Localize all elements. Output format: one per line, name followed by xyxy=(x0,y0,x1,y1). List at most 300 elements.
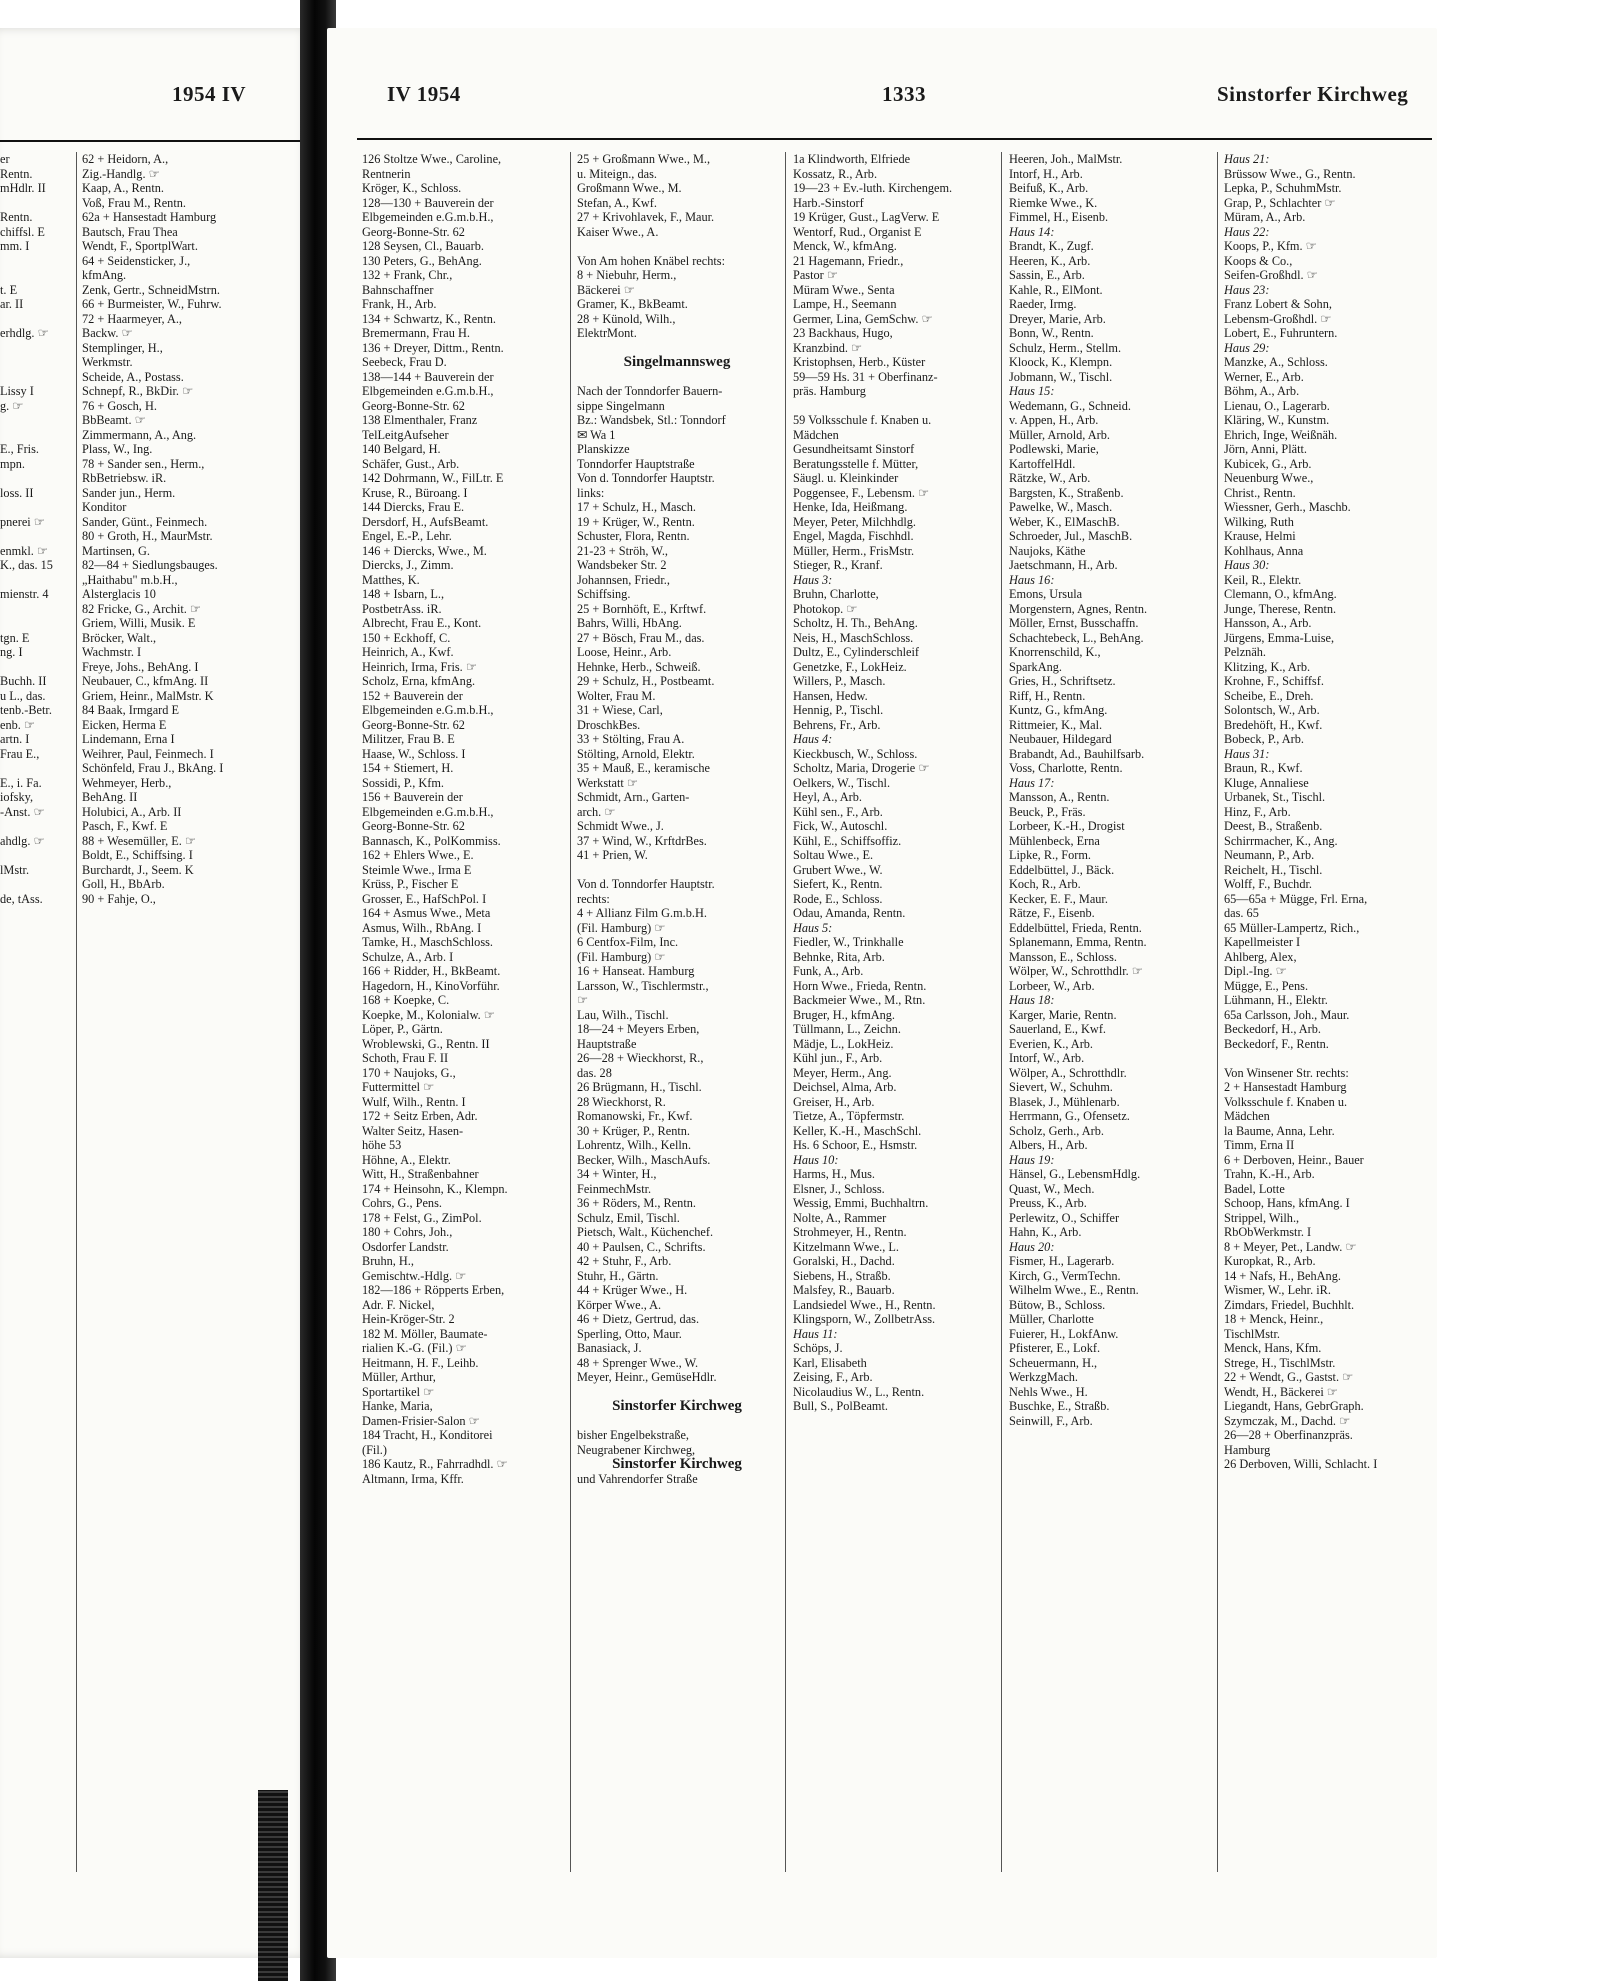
directory-entry: Behnke, Rita, Arb. xyxy=(793,949,885,964)
directory-entry: 174 + Heinsohn, K., Klempn. xyxy=(362,1181,508,1196)
directory-entry: Wolter, Frau M. xyxy=(577,688,656,703)
directory-entry: Scholtz, Maria, Drogerie ☞ xyxy=(793,761,930,775)
directory-entry: Engel, E.-P., Lehr. xyxy=(362,529,452,543)
directory-entry: Witt, H., Straßenbahner xyxy=(362,1167,479,1181)
directory-entry: TischlMstr. xyxy=(1224,1326,1280,1341)
directory-entry: 182 M. Möller, Baumate- xyxy=(362,1326,488,1341)
directory-entry: Wölper, A., Schrotthdlr. xyxy=(1009,1065,1127,1080)
directory-entry: Urbanek, St., Tischl. xyxy=(1224,790,1326,804)
directory-entry xyxy=(0,428,70,443)
directory-entry: Rode, E., Schloss. xyxy=(793,891,883,906)
directory-entry: Tamke, H., MaschSchloss. xyxy=(362,935,493,949)
directory-entry: KartoffelHdl. xyxy=(1009,456,1076,471)
directory-entry xyxy=(0,312,70,327)
directory-entry: 21 Hagemann, Friedr., xyxy=(793,253,904,268)
directory-entry: Bargsten, K., Straßenb. xyxy=(1009,485,1124,500)
directory-entry: Dipl.-Ing. ☞ xyxy=(1224,964,1287,978)
directory-entry: Badel, Lotte xyxy=(1224,1181,1285,1196)
directory-entry: Buschke, E., Straßb. xyxy=(1009,1399,1110,1413)
directory-entry: Willers, P., Masch. xyxy=(793,674,886,688)
directory-entry: 26 Derboven, Willi, Schlacht. I xyxy=(1224,1457,1378,1471)
directory-entry: Brüssow Wwe., G., Rentn. xyxy=(1224,166,1356,181)
directory-entry: 66 + Burmeister, W., Fuhrw. xyxy=(82,297,222,311)
directory-entry: Hansson, A., Arb. xyxy=(1224,616,1312,630)
directory-entry: Schiffsing. xyxy=(577,587,631,601)
directory-entry: -Anst. ☞ xyxy=(0,804,45,819)
directory-entry xyxy=(0,355,70,370)
directory-entry: Kläring, W., Kunstm. xyxy=(1224,413,1330,427)
directory-entry: 21-23 + Ströh, W., xyxy=(577,543,668,558)
directory-entry: Böhm, A., Arb. xyxy=(1224,384,1300,398)
directory-entry: 82—84 + Siedlungsbauges. xyxy=(82,558,218,572)
directory-entry: Mädchen xyxy=(793,427,839,442)
directory-entry: 138—144 + Bauverein der xyxy=(362,369,494,384)
directory-entry: Griem, Willi, Musik. E xyxy=(82,616,196,630)
directory-entry xyxy=(0,196,70,211)
directory-entry: Funk, A., Arb. xyxy=(793,964,864,978)
directory-entry: pnerei ☞ xyxy=(0,514,45,529)
listing-column-4 xyxy=(1009,152,1209,1428)
directory-entry: tgn. E xyxy=(0,630,30,645)
directory-entry: Keller, K.-H., MaschSchl. xyxy=(793,1123,922,1138)
directory-entry: lMstr. xyxy=(0,862,30,877)
directory-entry: bisher Engelbekstraße, xyxy=(577,1428,689,1442)
directory-entry: Klitzing, K., Arb. xyxy=(1224,659,1311,674)
directory-entry: Sossidi, P., Kfm. xyxy=(362,775,445,790)
directory-entry: Everien, K., Arb. xyxy=(1009,1036,1094,1051)
directory-entry: Krohne, F., Schiffsf. xyxy=(1224,674,1324,688)
directory-entry: Landsiedel Wwe., H., Rentn. xyxy=(793,1297,936,1312)
directory-entry: 41 + Prien, W. xyxy=(577,848,648,862)
directory-entry: 40 + Paulsen, C., Schrifts. xyxy=(577,1239,706,1254)
directory-entry: Wilhelm Wwe., E., Rentn. xyxy=(1009,1283,1139,1297)
directory-entry: 26—28 + Wieckhorst, R., xyxy=(577,1051,704,1065)
directory-entry: rechts: xyxy=(577,891,610,906)
house-subheading: Haus 21: xyxy=(1224,152,1270,166)
directory-entry: höhe 53 xyxy=(362,1138,402,1152)
listing-column-2 xyxy=(577,152,777,1486)
column-divider xyxy=(76,152,77,1872)
listing-column-3 xyxy=(793,152,993,1414)
directory-entry: Sportartikel ☞ xyxy=(362,1384,435,1399)
directory-entry: Scholz, Erna, kfmAng. xyxy=(362,674,476,688)
directory-entry: v. Appen, H., Arb. xyxy=(1009,413,1099,427)
directory-entry: Neugrabener Kirchweg, xyxy=(577,1442,696,1457)
directory-entry: Matthes, K. xyxy=(362,572,420,587)
directory-entry: Pietsch, Walt., Küchenchef. xyxy=(577,1225,714,1239)
directory-entry: 150 + Eckhoff, C. xyxy=(362,630,451,645)
directory-entry: TelLeitgAufseher xyxy=(362,427,449,442)
directory-entry: 31 + Wiese, Carl, xyxy=(577,703,663,717)
directory-entry: Werkmstr. xyxy=(82,355,133,369)
directory-entry: Krüss, P., Fischer E xyxy=(362,877,459,891)
directory-entry: das. 28 xyxy=(577,1065,612,1080)
house-subheading: Haus 22: xyxy=(1224,224,1270,239)
page-number: 1333 xyxy=(882,82,926,106)
directory-entry: Von d. Tonndorfer Hauptstr. xyxy=(577,471,715,485)
directory-entry: Georg-Bonne-Str. 62 xyxy=(362,398,465,413)
directory-entry: Scholtz, H. Th., BehAng. xyxy=(793,616,918,630)
directory-entry: Franz Lobert & Sohn, xyxy=(1224,297,1332,311)
directory-entry: Elsner, J., Schloss. xyxy=(793,1181,885,1196)
house-subheading: Haus 19: xyxy=(1009,1152,1055,1167)
directory-entry xyxy=(577,341,777,356)
directory-entry: Schönfeld, Frau J., BkAng. I xyxy=(82,761,224,775)
directory-entry: 152 + Bauverein der xyxy=(362,688,463,703)
directory-entry: Zeising, F., Arb. xyxy=(793,1370,873,1384)
directory-entry: Boldt, E., Schiffsing. I xyxy=(82,848,193,862)
directory-entry: Georg-Bonne-Str. 62 xyxy=(362,717,465,732)
directory-entry: 48 + Sprenger Wwe., W. xyxy=(577,1355,699,1370)
directory-entry: Kröger, K., Schloss. xyxy=(362,181,462,195)
directory-entry: Kühl sen., F., Arb. xyxy=(793,804,883,819)
directory-entry: Bredehöft, H., Kwf. xyxy=(1224,717,1323,732)
house-subheading: Haus 17: xyxy=(1009,775,1055,790)
directory-entry: Deest, B., Straßenb. xyxy=(1224,819,1323,833)
directory-entry: 22 + Wendt, G., Gastst. ☞ xyxy=(1224,1370,1354,1384)
house-subheading: Haus 29: xyxy=(1224,340,1270,355)
directory-entry: 78 + Sander sen., Herm., xyxy=(82,456,205,471)
directory-entry: Stölting, Arnold, Elektr. xyxy=(577,746,695,761)
directory-entry: Schöps, J. xyxy=(793,1341,843,1355)
directory-entry: Nicolaudius W., L., Rentn. xyxy=(793,1384,925,1399)
directory-entry: 65—65a + Mügge, Frl. Erna, xyxy=(1224,891,1368,906)
directory-entry: Hein-Kröger-Str. 2 xyxy=(362,1312,455,1326)
directory-entry: Pasch, F., Kwf. E xyxy=(82,819,168,833)
directory-entry: Löper, P., Gärtn. xyxy=(362,1022,443,1036)
directory-entry: 28 Wieckhorst, R. xyxy=(577,1094,666,1109)
directory-entry: Wismer, W., Lehr. iR. xyxy=(1224,1283,1331,1297)
directory-entry: Heeren, Joh., MalMstr. xyxy=(1009,152,1123,166)
directory-entry: Bull, S., PolBeamt. xyxy=(793,1399,888,1413)
directory-entry: Naujoks, Käthe xyxy=(1009,543,1086,558)
house-subheading: Haus 4: xyxy=(793,732,833,746)
directory-entry: Gramer, K., BkBeamt. xyxy=(577,297,688,311)
directory-entry: 6 Centfox-Film, Inc. xyxy=(577,935,679,949)
directory-entry: Steimle Wwe., Irma E xyxy=(362,862,472,877)
directory-entry: Frau E., xyxy=(0,746,40,761)
directory-entry: Albers, H., Arb. xyxy=(1009,1138,1088,1152)
directory-entry: 42 + Stuhr, F., Arb. xyxy=(577,1254,672,1268)
directory-entry: 36 + Röders, M., Rentn. xyxy=(577,1196,696,1210)
directory-entry: Elbgemeinden e.G.m.b.H., xyxy=(362,703,494,717)
directory-entry: u. Miteign., das. xyxy=(577,166,657,181)
directory-entry: Larsson, W., Tischlermstr., xyxy=(577,978,709,993)
directory-entry: Nehls Wwe., H. xyxy=(1009,1384,1088,1399)
directory-entry: 25 + Großmann Wwe., M., xyxy=(577,152,711,166)
directory-entry: Johannsen, Friedr., xyxy=(577,572,670,587)
directory-entry: 26 Brügmann, H., Tischl. xyxy=(577,1080,702,1094)
directory-entry: Eddelbüttel, J., Bäck. xyxy=(1009,862,1115,877)
directory-entry: Tonndorfer Hauptstraße xyxy=(577,456,695,471)
directory-entry xyxy=(0,413,70,428)
directory-entry: Romanowski, Fr., Kwf. xyxy=(577,1109,693,1123)
directory-entry: 44 + Krüger Wwe., H. xyxy=(577,1283,688,1297)
directory-entry: la Baume, Anna, Lehr. xyxy=(1224,1123,1335,1138)
left-listing-column xyxy=(82,152,292,906)
directory-entry: Lobert, E., Fuhruntern. xyxy=(1224,326,1338,340)
left-page-header: 1954 IV xyxy=(172,82,247,106)
directory-entry: 65a Carlsson, Joh., Maur. xyxy=(1224,1007,1350,1022)
directory-entry: Kruse, R., Büroang. I xyxy=(362,485,468,500)
directory-entry: 18—24 + Meyers Erben, xyxy=(577,1022,700,1036)
directory-entry: ✉ Wa 1 xyxy=(577,427,616,442)
directory-entry: Hahn, K., Arb. xyxy=(1009,1225,1082,1239)
column-divider xyxy=(570,152,571,1872)
directory-entry: Grap, P., Schlachter ☞ xyxy=(1224,195,1336,210)
directory-entry: Solontsch, W., Arb. xyxy=(1224,703,1320,717)
directory-entry: 180 + Cohrs, Joh., xyxy=(362,1225,453,1239)
directory-entry: Frank, H., Arb. xyxy=(362,297,437,311)
directory-entry: Bahnschaffner xyxy=(362,282,434,297)
directory-entry: Fick, W., Autoschl. xyxy=(793,819,888,833)
directory-entry: Mädje, L., LokHeiz. xyxy=(793,1036,894,1051)
directory-entry: Karl, Elisabeth xyxy=(793,1355,867,1370)
directory-entry: Sinstorfer Kirchweg xyxy=(612,1398,742,1414)
directory-entry: E., Fris. xyxy=(0,442,39,456)
directory-entry: Manzke, A., Schloss. xyxy=(1224,355,1328,369)
directory-entry: 130 Peters, G., BehAng. xyxy=(362,253,482,268)
directory-entry: Herrmann, G., Ofensetz. xyxy=(1009,1109,1130,1123)
directory-entry: Soltau Wwe., E. xyxy=(793,848,874,862)
directory-entry: Bruger, H., kfmAng. xyxy=(793,1007,895,1022)
directory-entry: Hennig, P., Tischl. xyxy=(793,703,884,717)
directory-entry: Intorf, W., Arb. xyxy=(1009,1051,1085,1065)
directory-entry: Eddelbüttel, Frieda, Rentn. xyxy=(1009,920,1142,935)
house-subheading: Haus 30: xyxy=(1224,558,1270,572)
directory-entry: Stieger, R., Kranf. xyxy=(793,558,883,572)
directory-entry: Splanemann, Emma, Rentn. xyxy=(1009,935,1147,949)
directory-entry: Mansson, E., Schloss. xyxy=(1009,949,1117,964)
directory-entry: er xyxy=(0,152,10,166)
directory-entry: Schoop, Hans, kfmAng. I xyxy=(1224,1196,1350,1210)
directory-entry: Karger, Marie, Rentn. xyxy=(1009,1007,1117,1022)
directory-entry: Sperling, Otto, Maur. xyxy=(577,1326,682,1341)
directory-entry: 26—28 + Oberfinanzpräs. xyxy=(1224,1428,1353,1442)
directory-entry xyxy=(577,370,777,385)
directory-entry: Müram, A., Arb. xyxy=(1224,210,1306,224)
directory-entry: Neubauer, C., kfmAng. II xyxy=(82,674,209,688)
directory-entry: Behrens, Fr., Arb. xyxy=(793,717,881,732)
directory-entry: Schroeder, Jul., MaschB. xyxy=(1009,529,1133,543)
directory-entry: Menck, Hans, Kfm. xyxy=(1224,1341,1322,1355)
directory-entry: Riemke Wwe., K. xyxy=(1009,195,1098,210)
directory-entry: 35 + Mauß, E., keramische xyxy=(577,761,710,775)
directory-entry: Meyer, Heinr., GemüseHdlr. xyxy=(577,1370,717,1384)
directory-entry: Georg-Bonne-Str. 62 xyxy=(362,224,465,239)
listing-column-1 xyxy=(362,152,562,1486)
directory-entry: Poggensee, F., Lebensm. ☞ xyxy=(793,485,930,500)
directory-entry: WerkzgMach. xyxy=(1009,1370,1079,1384)
directory-entry: SparkAng. xyxy=(1009,659,1062,674)
directory-entry: arch. ☞ xyxy=(577,804,616,819)
directory-entry: Elbgemeinden e.G.m.b.H., xyxy=(362,384,494,398)
directory-entry: Grosser, E., HafSchPol. I xyxy=(362,891,487,906)
directory-entry: 18 + Menck, Heinr., xyxy=(1224,1312,1324,1326)
directory-entry: Nach der Tonndorfer Bauern- xyxy=(577,384,723,398)
directory-entry: Möller, Ernst, Busschaffn. xyxy=(1009,616,1139,630)
directory-entry: Militzer, Frau B. E xyxy=(362,732,455,746)
directory-entry: Christ., Rentn. xyxy=(1224,485,1296,500)
right-page-header-left: IV 1954 xyxy=(387,82,461,106)
directory-entry: 142 Dohrmann, W., FilLtr. E xyxy=(362,471,504,485)
directory-entry: Sinstorfer Kirchweg xyxy=(612,1456,742,1472)
directory-entry: Zenk, Gertr., SchneidMstrn. xyxy=(82,282,220,297)
directory-entry: Kossatz, R., Arb. xyxy=(793,166,878,181)
house-subheading: Haus 16: xyxy=(1009,572,1055,587)
house-subheading: Haus 14: xyxy=(1009,224,1055,239)
directory-entry: Koops, P., Kfm. ☞ xyxy=(1224,239,1317,253)
directory-entry: 148 + Isbarn, L., xyxy=(362,587,445,601)
directory-entry: RbObWerkmstr. I xyxy=(1224,1225,1312,1239)
directory-entry: 168 + Koepke, C. xyxy=(362,993,450,1007)
directory-entry: 146 + Diercks, Wwe., M. xyxy=(362,543,487,558)
directory-entry: sippe Singelmann xyxy=(577,398,665,413)
directory-entry: Freye, Johs., BehAng. I xyxy=(82,659,199,674)
directory-entry: Albrecht, Frau E., Kont. xyxy=(362,616,482,630)
directory-entry: 186 Kautz, R., Fahrradhdl. ☞ xyxy=(362,1457,508,1471)
directory-entry: (Fil.) xyxy=(362,1442,387,1457)
directory-entry: Stemplinger, H., xyxy=(82,340,163,355)
directory-entry: Germer, Lina, GemSchw. ☞ xyxy=(793,311,933,326)
directory-entry: Lienau, O., Lagerarb. xyxy=(1224,398,1330,413)
directory-entry: Höhne, A., Elektr. xyxy=(362,1152,451,1167)
directory-entry: Jürgens, Emma-Luise, xyxy=(1224,630,1335,645)
directory-entry: 126 Stoltze Wwe., Caroline, xyxy=(362,152,502,166)
directory-entry: de, tAss. xyxy=(0,891,43,906)
directory-entry: Loose, Heinr., Arb. xyxy=(577,645,672,659)
directory-entry: 72 + Haarmeyer, A., xyxy=(82,311,183,326)
directory-entry: 164 + Asmus Wwe., Meta xyxy=(362,906,491,920)
directory-entry: Schulze, A., Arb. I xyxy=(362,949,454,964)
directory-entry xyxy=(0,529,70,544)
directory-entry: Sassin, E., Arb. xyxy=(1009,268,1085,282)
directory-entry: Bz.: Wandsbek, Stl.: Tonndorf xyxy=(577,413,726,427)
directory-entry: Müram Wwe., Senta xyxy=(793,282,895,297)
directory-entry: Wulf, Wilh., Rentn. I xyxy=(362,1094,466,1109)
directory-entry: Wolff, F., Buchdr. xyxy=(1224,877,1312,891)
directory-entry: Jörn, Anni, Plätt. xyxy=(1224,442,1308,456)
column-divider xyxy=(1217,152,1218,1872)
directory-entry: 88 + Wesemüller, E. ☞ xyxy=(82,833,196,848)
directory-entry: Wiessner, Gerh., Maschb. xyxy=(1224,500,1351,514)
directory-entry: Banasiack, J. xyxy=(577,1341,642,1355)
directory-entry: Kuntz, G., kfmAng. xyxy=(1009,703,1108,717)
directory-entry: 30 + Krüger, P., Rentn. xyxy=(577,1123,691,1138)
directory-entry: Stefan, A., Kwf. xyxy=(577,195,657,210)
directory-entry: Heitmann, H. F., Leihb. xyxy=(362,1355,479,1370)
directory-entry: 84 Baak, Irmgard E xyxy=(82,703,179,717)
directory-entry: Konditor xyxy=(82,500,127,514)
directory-entry: erhdlg. ☞ xyxy=(0,326,49,340)
directory-entry: Klingsporn, W., ZollbetrAss. xyxy=(793,1312,936,1326)
directory-entry: Siebens, H., Straßb. xyxy=(793,1268,891,1283)
directory-entry: Harb.-Sinstorf xyxy=(793,195,864,210)
house-subheading: Haus 5: xyxy=(793,920,833,935)
directory-entry: Kuropkat, R., Arb. xyxy=(1224,1254,1316,1268)
directory-entry: Pawelke, W., Masch. xyxy=(1009,500,1113,514)
directory-entry: Plass, W., Ing. xyxy=(82,442,153,456)
directory-entry: Zig.-Handlg. ☞ xyxy=(82,166,160,181)
directory-entry: 4 + Allianz Film G.m.b.H. xyxy=(577,906,707,920)
directory-entry: Scheide, A., Postass. xyxy=(82,369,184,384)
directory-entry: Werner, E., Arb. xyxy=(1224,369,1304,384)
directory-entry xyxy=(577,239,777,254)
directory-entry: 132 + Frank, Chr., xyxy=(362,268,453,282)
directory-entry: Keil, R., Elektr. xyxy=(1224,572,1302,587)
directory-entry: 144 Diercks, Frau E. xyxy=(362,500,465,514)
directory-entry: Mühlenbeck, Erna xyxy=(1009,833,1100,848)
directory-entry: 14 + Nafs, H., BehAng. xyxy=(1224,1268,1341,1283)
directory-entry: 136 + Dreyer, Dittm., Rentn. xyxy=(362,340,504,355)
directory-entry: Kieckbusch, W., Schloss. xyxy=(793,746,918,761)
directory-entry: (Fil. Hamburg) ☞ xyxy=(577,920,666,935)
directory-entry: Bruhn, Charlotte, xyxy=(793,587,879,601)
directory-entry: Menck, W., kfmAng. xyxy=(793,239,897,253)
directory-entry: Hauptstraße xyxy=(577,1036,637,1051)
directory-entry: Damen-Frisier-Salon ☞ xyxy=(362,1413,480,1428)
directory-entry: 82 Fricke, G., Archit. ☞ xyxy=(82,601,201,616)
directory-entry xyxy=(0,573,70,588)
directory-entry: (Fil. Hamburg) ☞ xyxy=(577,949,666,964)
directory-entry: Voss, Charlotte, Rentn. xyxy=(1009,761,1123,775)
directory-entry: kfmAng. xyxy=(82,268,127,282)
directory-entry: Kristophsen, Herb., Küster xyxy=(793,355,926,369)
directory-entry: Kubicek, G., Arb. xyxy=(1224,456,1312,471)
directory-entry: Lipke, R., Form. xyxy=(1009,848,1091,862)
directory-entry: Liegandt, Hans, GebrGraph. xyxy=(1224,1399,1364,1413)
directory-entry: 8 + Niebuhr, Herm., xyxy=(577,268,677,282)
directory-entry: 134 + Schwartz, K., Rentn. xyxy=(362,311,496,326)
directory-entry: Hinz, F., Arb. xyxy=(1224,804,1291,819)
directory-entry: E., i. Fa. xyxy=(0,775,42,790)
house-subheading: Haus 18: xyxy=(1009,993,1055,1007)
right-page xyxy=(327,28,1437,1958)
directory-entry xyxy=(0,761,70,776)
directory-entry: Cohrs, G., Pens. xyxy=(362,1196,442,1210)
directory-entry: Schoth, Frau F. II xyxy=(362,1051,449,1065)
directory-entry: mpn. xyxy=(0,456,25,471)
directory-entry: Hamburg xyxy=(1224,1442,1271,1457)
directory-entry: ☞ xyxy=(577,993,589,1007)
directory-entry: Müller, Charlotte xyxy=(1009,1312,1094,1326)
directory-entry: ng. I xyxy=(0,645,23,659)
directory-entry: Koops & Co., xyxy=(1224,253,1293,268)
directory-entry: Bremermann, Frau H. xyxy=(362,326,470,340)
directory-entry: Seinwill, F., Arb. xyxy=(1009,1413,1093,1428)
directory-entry: präs. Hamburg xyxy=(793,384,866,398)
directory-entry: Bautsch, Frau Thea xyxy=(82,224,178,239)
directory-entry: 138 Elmenthaler, Franz xyxy=(362,413,478,427)
directory-entry: Strege, H., TischlMstr. xyxy=(1224,1355,1336,1370)
directory-entry: Rittmeier, K., Mal. xyxy=(1009,717,1103,732)
directory-entry: links: xyxy=(577,485,605,500)
directory-entry: Krause, Helmi xyxy=(1224,529,1296,543)
directory-entry: Beuck, P., Fräs. xyxy=(1009,804,1086,819)
directory-entry xyxy=(577,863,777,878)
directory-entry: Osdorfer Landstr. xyxy=(362,1239,449,1254)
directory-entry: Altmann, Irma, Kffr. xyxy=(362,1471,464,1486)
directory-entry: K., das. 15 xyxy=(0,558,53,572)
directory-entry: Lorbeer, W., Arb. xyxy=(1009,978,1095,993)
directory-entry: Bröcker, Walt., xyxy=(82,630,157,645)
directory-entry: Harms, H., Mus. xyxy=(793,1167,875,1181)
directory-entry: Hagedorn, H., KinoVorführ. xyxy=(362,978,500,993)
directory-entry: Eicken, Herma E xyxy=(82,717,167,732)
directory-entry: Ahlberg, Alex, xyxy=(1224,949,1297,964)
directory-entry: Strohmeyer, H., Rentn. xyxy=(793,1225,907,1239)
directory-entry: Szymczak, M., Dachd. ☞ xyxy=(1224,1413,1351,1428)
